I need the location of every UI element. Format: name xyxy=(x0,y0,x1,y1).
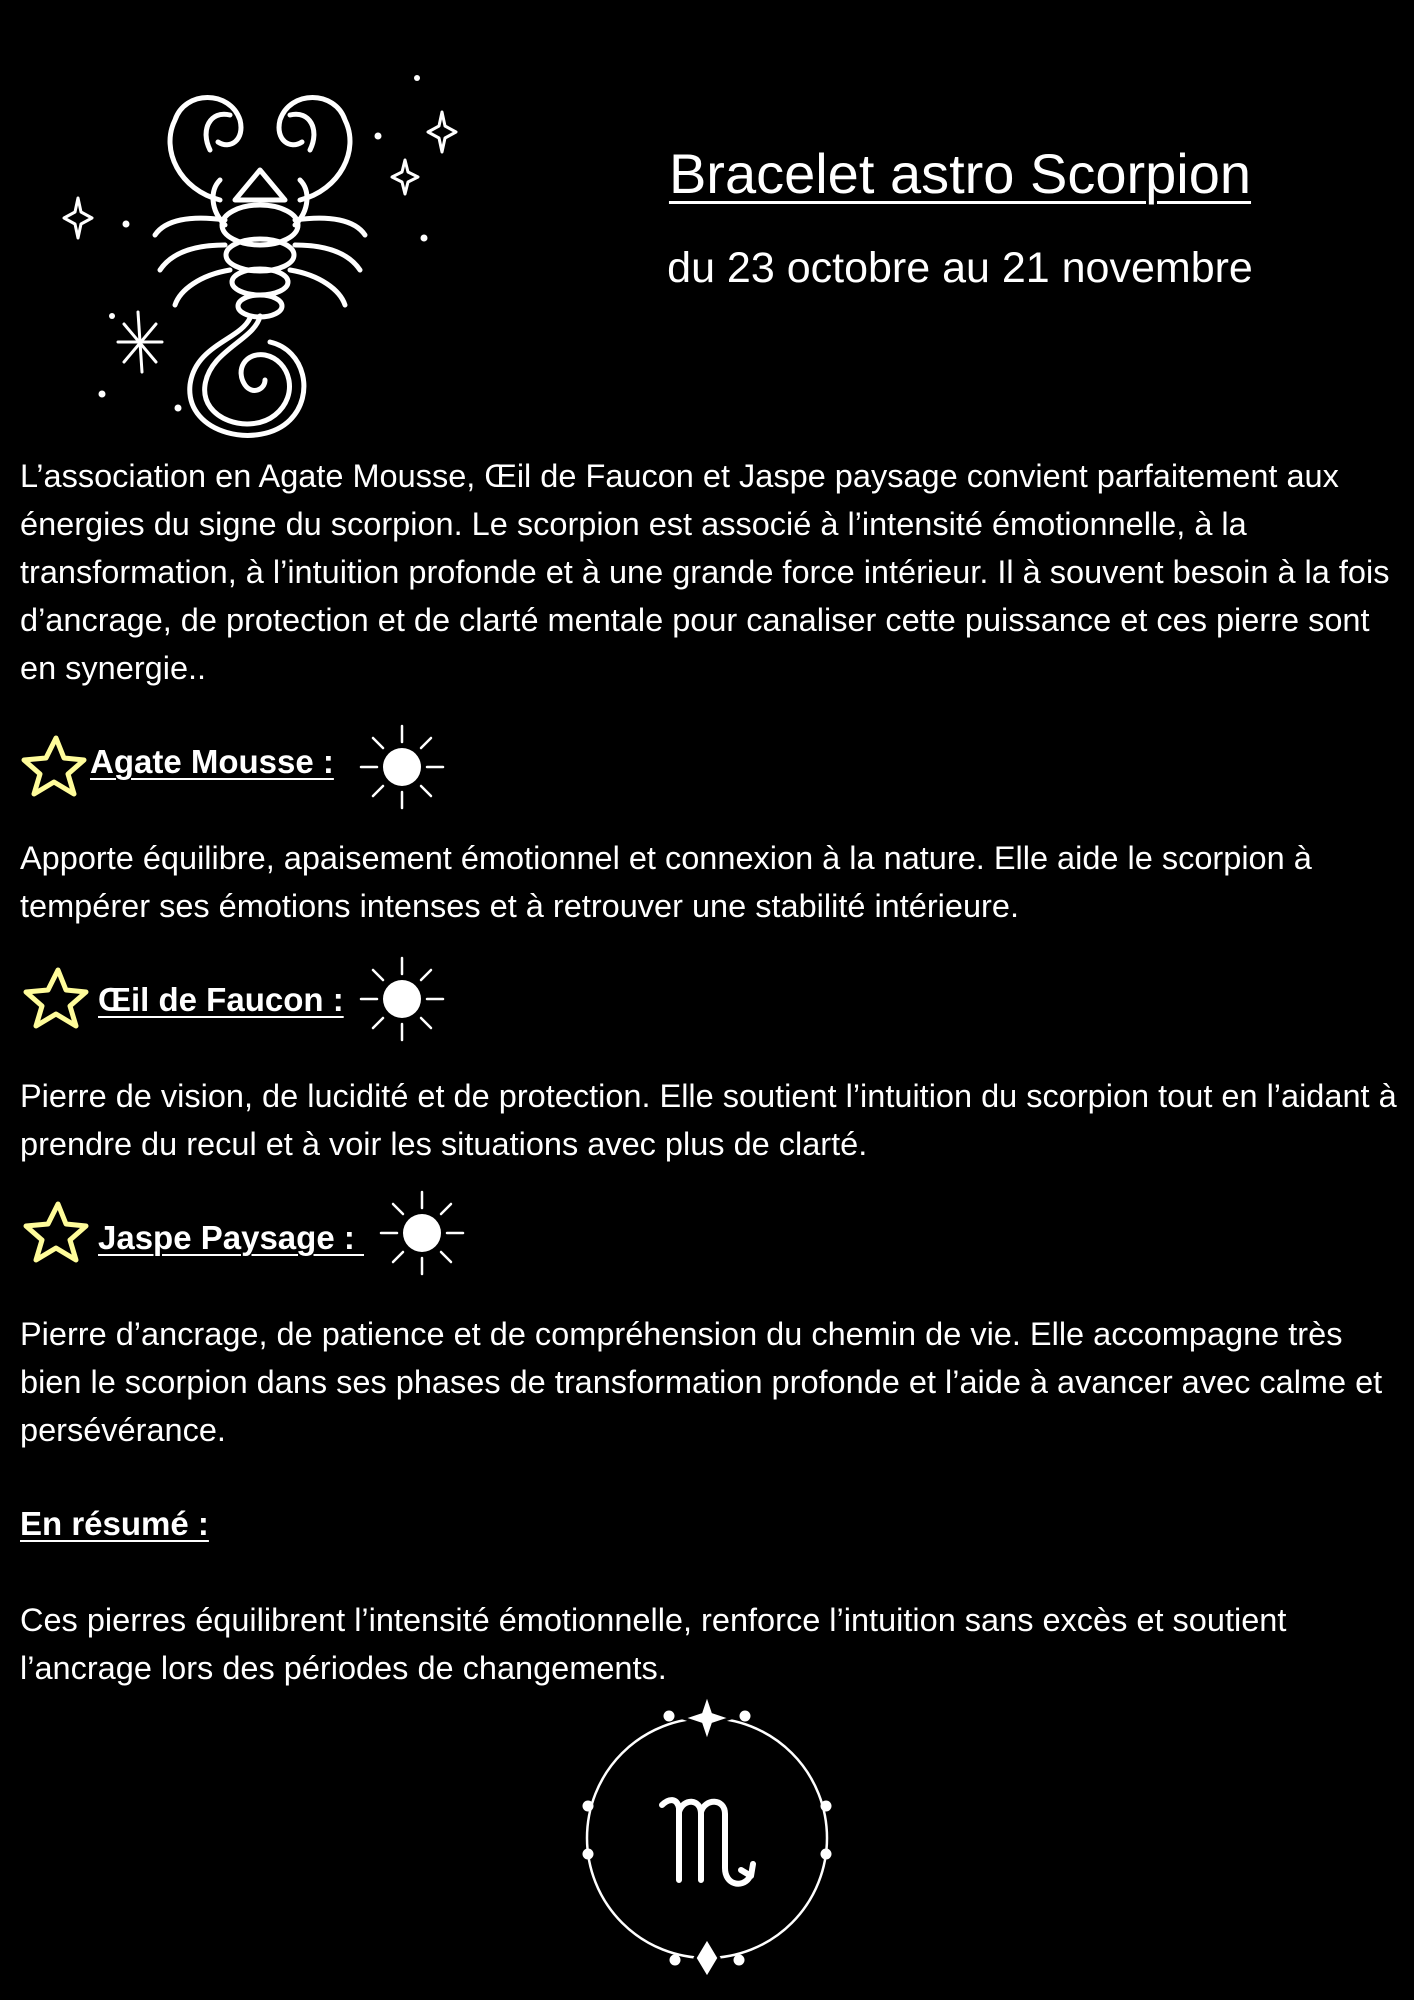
scorpio-glyph-icon xyxy=(577,1690,837,1980)
scorpion-illustration-icon xyxy=(60,50,460,440)
summary-heading: En résumé : xyxy=(20,1505,209,1542)
stone-heading-agate-mousse: Agate Mousse : xyxy=(90,743,334,780)
star-icon xyxy=(22,1200,90,1264)
stone-heading-oeil-de-faucon: Œil de Faucon : xyxy=(98,981,344,1018)
stone-description-agate-mousse: Apporte équilibre, apaisement émotionnel et connexion à la nature. Elle aide le scorpion à tempérer ses émotions intenses et à retrouver une stabilité intérieure. xyxy=(20,840,1312,924)
stone-heading-jaspe-paysage: Jaspe Paysage : xyxy=(98,1219,364,1256)
sun-icon xyxy=(359,724,445,810)
intro-paragraph: L’association en Agate Mousse, Œil de Faucon et Jaspe paysage convient parfaitement aux énergies du signe du scorpion. Le scorpion est associé à l’intensité émotionnelle, à la transformation, à l’intuition profonde et à une grande force intérieur. Il à souvent besoin à la fois d’ancrage, de protection et de clarté mentale pour canaliser cette puissance et ces pierre sont en synergie.. xyxy=(20,458,1390,686)
stone-description-jaspe-paysage: Pierre d’ancrage, de patience et de compréhension du chemin de vie. Elle accompagne très bien le scorpion dans ses phases de transformation profonde et l’aide à avancer avec calme et persévérance. xyxy=(20,1316,1383,1448)
page-title: Bracelet astro Scorpion xyxy=(668,142,1252,205)
date-range: du 23 octobre au 21 novembre xyxy=(667,244,1253,292)
sun-icon xyxy=(359,956,445,1042)
star-icon xyxy=(22,966,90,1030)
sun-icon xyxy=(379,1190,465,1276)
stone-description-oeil-de-faucon: Pierre de vision, de lucidité et de protection. Elle soutient l’intuition du scorpion tout en l’aidant à prendre du recul et à voir les situations avec plus de clarté. xyxy=(20,1078,1397,1162)
summary-paragraph: Ces pierres équilibrent l’intensité émotionnelle, renforce l’intuition sans excès et soutient l’ancrage lors des périodes de changements. xyxy=(20,1602,1287,1686)
star-icon xyxy=(20,734,88,798)
